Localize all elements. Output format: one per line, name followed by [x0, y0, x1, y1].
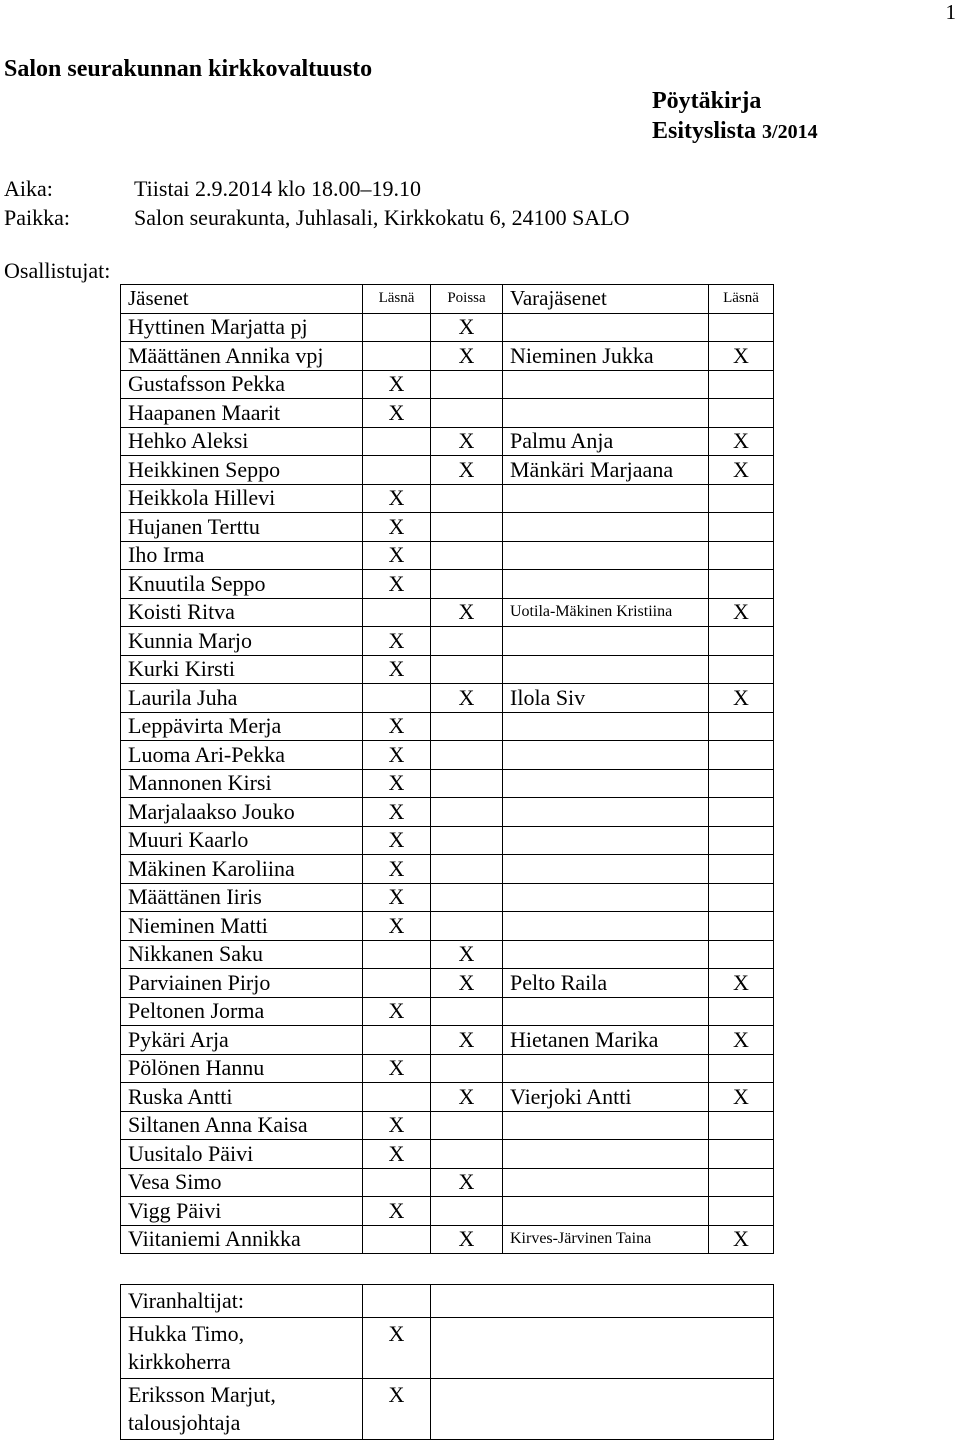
agenda-number-line: [652, 118, 818, 145]
present-mark: X: [363, 798, 431, 827]
absent-mark: X: [431, 342, 503, 371]
attendance-row: [121, 741, 774, 770]
attendance-row: [121, 969, 774, 998]
member-name: Peltonen Jorma: [121, 997, 363, 1026]
attendance-header-row: [121, 285, 774, 314]
present-mark: X: [363, 655, 431, 684]
absent-mark: X: [431, 456, 503, 485]
deputy-present-mark: [709, 712, 774, 741]
absent-mark: [431, 1197, 503, 1226]
members-header: Jäsenet: [121, 285, 363, 314]
attendance-row: [121, 1168, 774, 1197]
attendance-row: [121, 570, 774, 599]
deputy-name: [503, 712, 709, 741]
attendance-row: [121, 883, 774, 912]
official-empty-cell: [431, 1318, 774, 1379]
deputy-present-mark: [709, 855, 774, 884]
member-name: Määttänen Iiris: [121, 883, 363, 912]
attendance-row: [121, 399, 774, 428]
deputy-name: [503, 826, 709, 855]
official-role: talousjohtaja: [128, 1410, 241, 1435]
absent-mark: [431, 513, 503, 542]
present-mark: X: [363, 370, 431, 399]
official-present-mark: X: [363, 1379, 431, 1440]
absent-mark: [431, 741, 503, 770]
present-mark: [363, 1026, 431, 1055]
absent-mark: [431, 1140, 503, 1169]
official-role: kirkkoherra: [128, 1349, 231, 1374]
deputy-present-mark: [709, 541, 774, 570]
meeting-place: [4, 205, 630, 231]
deputy-name: [503, 1111, 709, 1140]
present-mark: [363, 313, 431, 342]
present-mark: [363, 456, 431, 485]
deputy-present-mark: [709, 1111, 774, 1140]
agenda-label: Esityslista: [652, 118, 757, 144]
deputy-present-mark: [709, 484, 774, 513]
deputy-name: [503, 541, 709, 570]
deputy-present-mark: [709, 399, 774, 428]
absent-mark: [431, 1111, 503, 1140]
member-name: Muuri Kaarlo: [121, 826, 363, 855]
meeting-time: [4, 176, 422, 202]
present-mark: X: [363, 741, 431, 770]
absent-mark: X: [431, 598, 503, 627]
deputy-name: Kirves-Järvinen Taina: [503, 1225, 709, 1254]
member-name: Heikkinen Seppo: [121, 456, 363, 485]
deputy-name: Palmu Anja: [503, 427, 709, 456]
attendance-row: [121, 1026, 774, 1055]
deputy-name: [503, 855, 709, 884]
deputy-present-mark: [709, 1197, 774, 1226]
present-mark: X: [363, 1197, 431, 1226]
deputy-name: [503, 1140, 709, 1169]
present-mark: [363, 940, 431, 969]
present-mark: X: [363, 769, 431, 798]
member-name: Kurki Kirsti: [121, 655, 363, 684]
deputy-name: [503, 570, 709, 599]
time-label: Aika:: [4, 176, 53, 201]
member-name: Heikkola Hillevi: [121, 484, 363, 513]
deputy-name: [503, 798, 709, 827]
official-cell: [121, 1379, 363, 1440]
deputy-present-mark: X: [709, 969, 774, 998]
member-name: Siltanen Anna Kaisa: [121, 1111, 363, 1140]
official-name: Eriksson Marjut,: [128, 1382, 276, 1407]
deputies-header: Varajäsenet: [503, 285, 709, 314]
deputy-present-mark: [709, 655, 774, 684]
attendance-row: [121, 313, 774, 342]
present-header: Läsnä: [363, 285, 431, 314]
deputy-name: [503, 940, 709, 969]
present-mark: X: [363, 513, 431, 542]
official-present-mark: X: [363, 1318, 431, 1379]
member-name: Määttänen Annika vpj: [121, 342, 363, 371]
present-mark: X: [363, 855, 431, 884]
member-name: Luoma Ari-Pekka: [121, 741, 363, 770]
present-mark: X: [363, 712, 431, 741]
absent-mark: X: [431, 1225, 503, 1254]
deputy-name: Pelto Raila: [503, 969, 709, 998]
attendance-row: [121, 484, 774, 513]
present-mark: [363, 342, 431, 371]
member-name: Kunnia Marjo: [121, 627, 363, 656]
deputy-present-mark: [709, 826, 774, 855]
deputy-name: Hietanen Marika: [503, 1026, 709, 1055]
place-value: Salon seurakunta, Juhlasali, Kirkkokatu 6, 24100 SALO: [134, 205, 630, 230]
member-name: Parviainen Pirjo: [121, 969, 363, 998]
attendance-row: [121, 912, 774, 941]
present-mark: X: [363, 1140, 431, 1169]
page-number: 1: [945, 0, 956, 24]
deputy-present-mark: [709, 513, 774, 542]
deputy-present-mark: [709, 883, 774, 912]
attendance-row: [121, 456, 774, 485]
absent-mark: [431, 484, 503, 513]
officials-header-empty: [431, 1285, 774, 1318]
present-mark: X: [363, 826, 431, 855]
deputy-present-mark: [709, 370, 774, 399]
member-name: Hujanen Terttu: [121, 513, 363, 542]
deputy-name: [503, 399, 709, 428]
deputy-name: [503, 1168, 709, 1197]
official-cell: [121, 1318, 363, 1379]
deputy-present-mark: X: [709, 684, 774, 713]
present-mark: X: [363, 1111, 431, 1140]
deputy-present-mark: X: [709, 427, 774, 456]
deputy-name: [503, 1054, 709, 1083]
official-row: [121, 1318, 774, 1379]
member-name: Mannonen Kirsi: [121, 769, 363, 798]
deputy-present-mark: X: [709, 1026, 774, 1055]
officials-header-row: [121, 1285, 774, 1318]
member-name: Laurila Juha: [121, 684, 363, 713]
member-name: Pykäri Arja: [121, 1026, 363, 1055]
attendance-row: [121, 712, 774, 741]
member-name: Gustafsson Pekka: [121, 370, 363, 399]
deputy-present-mark: [709, 769, 774, 798]
present-mark: [363, 598, 431, 627]
time-value: Tiistai 2.9.2014 klo 18.00–19.10: [134, 176, 422, 201]
absent-mark: X: [431, 969, 503, 998]
member-name: Marjalaakso Jouko: [121, 798, 363, 827]
deputy-name: [503, 769, 709, 798]
attendance-row: [121, 427, 774, 456]
deputy-name: [503, 1197, 709, 1226]
attendance-row: [121, 769, 774, 798]
deputy-present-mark: [709, 1168, 774, 1197]
attendance-row: [121, 598, 774, 627]
member-name: Hehko Aleksi: [121, 427, 363, 456]
deputy-present-mark: X: [709, 1083, 774, 1112]
deputy-present-mark: [709, 313, 774, 342]
attendance-row: [121, 997, 774, 1026]
attendance-table: [120, 284, 774, 1254]
deputy-present-mark: [709, 1140, 774, 1169]
deputy-name: Vierjoki Antti: [503, 1083, 709, 1112]
absent-mark: X: [431, 1026, 503, 1055]
absent-mark: [431, 798, 503, 827]
present-mark: [363, 427, 431, 456]
absent-mark: [431, 1054, 503, 1083]
deputy-name: [503, 655, 709, 684]
member-name: Hyttinen Marjatta pj: [121, 313, 363, 342]
organization-title: Salon seurakunnan kirkkovaltuusto: [4, 56, 373, 82]
deputy-name: Uotila-Mäkinen Kristiina: [503, 598, 709, 627]
member-name: Viitaniemi Annikka: [121, 1225, 363, 1254]
absent-mark: [431, 826, 503, 855]
absent-mark: [431, 712, 503, 741]
deputy-name: [503, 370, 709, 399]
deputy-present-mark: X: [709, 342, 774, 371]
deputy-present-mark: [709, 1054, 774, 1083]
present-mark: X: [363, 1054, 431, 1083]
absent-mark: [431, 997, 503, 1026]
member-name: Nieminen Matti: [121, 912, 363, 941]
attendance-row: [121, 940, 774, 969]
present-mark: X: [363, 912, 431, 941]
deputy-name: [503, 627, 709, 656]
officials-table: [120, 1284, 774, 1440]
absent-mark: [431, 769, 503, 798]
present-mark: X: [363, 484, 431, 513]
attendance-row: [121, 798, 774, 827]
attendance-row: [121, 1083, 774, 1112]
absent-mark: [431, 855, 503, 884]
absent-mark: [431, 570, 503, 599]
present-mark: [363, 1083, 431, 1112]
attendance-row: [121, 655, 774, 684]
attendance-row: [121, 1111, 774, 1140]
present-mark: X: [363, 399, 431, 428]
attendance-row: [121, 342, 774, 371]
deputy-name: [503, 313, 709, 342]
deputy-present-mark: [709, 912, 774, 941]
present-mark: [363, 1168, 431, 1197]
deputy-name: Nieminen Jukka: [503, 342, 709, 371]
absent-mark: [431, 541, 503, 570]
member-name: Ruska Antti: [121, 1083, 363, 1112]
absent-mark: X: [431, 313, 503, 342]
attendance-row: [121, 1054, 774, 1083]
present-mark: X: [363, 883, 431, 912]
deputy-name: [503, 912, 709, 941]
absent-mark: X: [431, 1083, 503, 1112]
attendance-row: [121, 855, 774, 884]
deputy-name: Mänkäri Marjaana: [503, 456, 709, 485]
document-type: Pöytäkirja: [652, 88, 762, 114]
deputy-present-mark: [709, 940, 774, 969]
absent-mark: [431, 912, 503, 941]
present-mark: [363, 1225, 431, 1254]
attendance-row: [121, 826, 774, 855]
attendance-row: [121, 370, 774, 399]
deputy-present-mark: [709, 798, 774, 827]
member-name: Mäkinen Karoliina: [121, 855, 363, 884]
member-name: Vesa Simo: [121, 1168, 363, 1197]
agenda-number: 3/2014: [762, 121, 818, 143]
deputy-present-header: Läsnä: [709, 285, 774, 314]
member-name: Haapanen Maarit: [121, 399, 363, 428]
absent-mark: X: [431, 940, 503, 969]
official-name: Hukka Timo,: [128, 1321, 245, 1346]
member-name: Iho Irma: [121, 541, 363, 570]
absent-mark: X: [431, 427, 503, 456]
attendance-row: [121, 1197, 774, 1226]
member-name: Knuutila Seppo: [121, 570, 363, 599]
deputy-present-mark: [709, 627, 774, 656]
officials-table-body: [121, 1285, 774, 1440]
member-name: Leppävirta Merja: [121, 712, 363, 741]
official-empty-cell: [431, 1379, 774, 1440]
absent-mark: [431, 399, 503, 428]
present-mark: [363, 684, 431, 713]
deputy-present-mark: X: [709, 598, 774, 627]
attendance-row: [121, 627, 774, 656]
attendance-table-body: [121, 285, 774, 1254]
absent-mark: [431, 627, 503, 656]
deputy-present-mark: X: [709, 456, 774, 485]
member-name: Uusitalo Päivi: [121, 1140, 363, 1169]
absent-mark: X: [431, 684, 503, 713]
attendance-row: [121, 541, 774, 570]
absent-mark: X: [431, 1168, 503, 1197]
absent-mark: [431, 370, 503, 399]
member-name: Pölönen Hannu: [121, 1054, 363, 1083]
participants-label: Osallistujat:: [4, 258, 111, 283]
deputy-name: [503, 997, 709, 1026]
deputy-name: [503, 513, 709, 542]
present-mark: [363, 969, 431, 998]
attendance-row: [121, 1140, 774, 1169]
present-mark: X: [363, 997, 431, 1026]
deputy-name: Ilola Siv: [503, 684, 709, 713]
absent-mark: [431, 883, 503, 912]
deputy-present-mark: X: [709, 1225, 774, 1254]
deputy-name: [503, 883, 709, 912]
place-label: Paikka:: [4, 205, 70, 230]
officials-label: Viranhaltijat:: [121, 1285, 363, 1318]
officials-header-empty: [363, 1285, 431, 1318]
deputy-name: [503, 741, 709, 770]
absent-mark: [431, 655, 503, 684]
attendance-row: [121, 1225, 774, 1254]
present-mark: X: [363, 627, 431, 656]
official-row: [121, 1379, 774, 1440]
attendance-row: [121, 684, 774, 713]
member-name: Vigg Päivi: [121, 1197, 363, 1226]
present-mark: X: [363, 570, 431, 599]
deputy-present-mark: [709, 997, 774, 1026]
absent-header: Poissa: [431, 285, 503, 314]
deputy-present-mark: [709, 570, 774, 599]
attendance-row: [121, 513, 774, 542]
deputy-name: [503, 484, 709, 513]
deputy-present-mark: [709, 741, 774, 770]
member-name: Nikkanen Saku: [121, 940, 363, 969]
member-name: Koisti Ritva: [121, 598, 363, 627]
present-mark: X: [363, 541, 431, 570]
